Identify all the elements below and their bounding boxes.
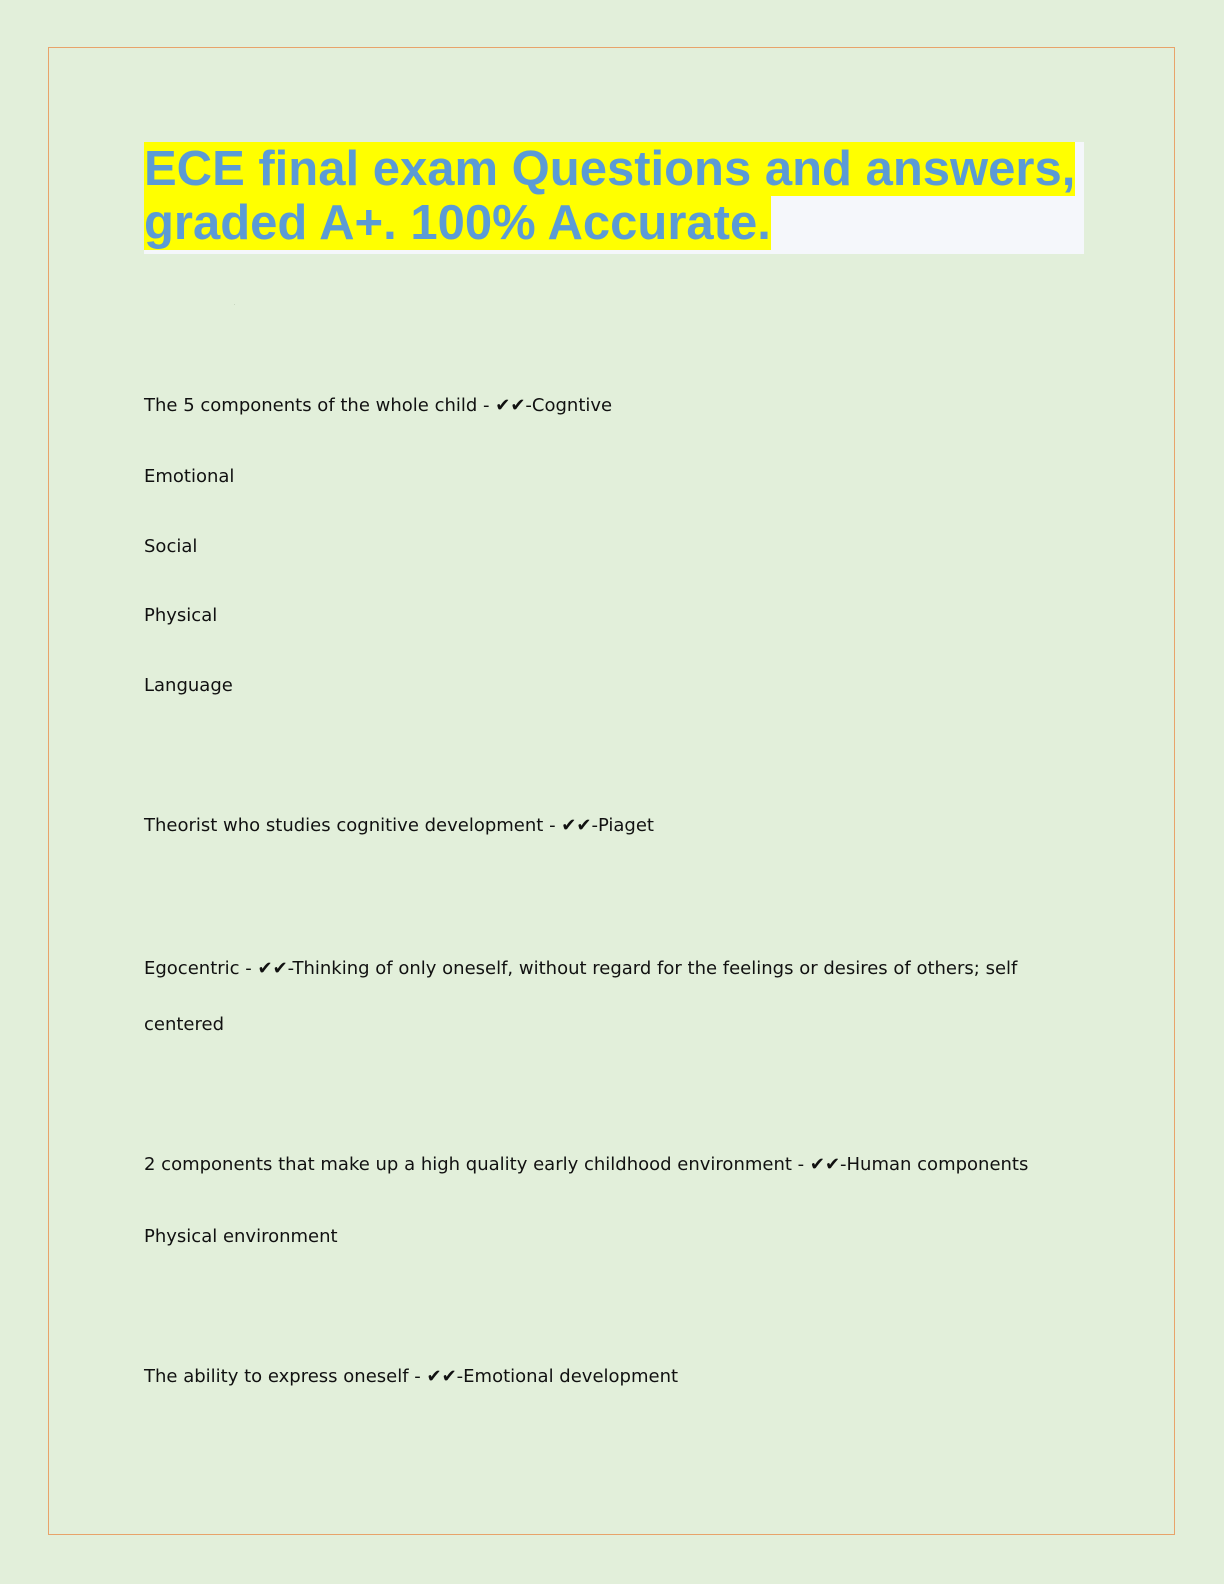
qa-question-1: The 5 components of the whole child - ✔✔-Cogntive	[144, 395, 613, 416]
qa-question-5: The ability to express oneself - ✔✔-Emotional development	[144, 1366, 679, 1387]
qa-answer-1-1: Emotional	[144, 466, 235, 487]
title-block	[144, 142, 1084, 254]
qa-answer-1-2: Social	[144, 536, 198, 557]
qa-answer-1-3: Physical	[144, 605, 218, 626]
page-border	[48, 47, 1175, 1535]
qa-answer-3-1: centered	[144, 1014, 225, 1035]
qa-answer-1-4: Language	[144, 675, 233, 696]
qa-question-3: Egocentric - ✔✔-Thinking of only oneself, without regard for the feelings or desires of others; self	[144, 958, 1018, 979]
qa-question-2: Theorist who studies cognitive development - ✔✔-Piaget	[144, 815, 654, 836]
document-title	[144, 142, 1084, 250]
title-line-1: ECE final exam Questions and answers,	[144, 142, 1076, 196]
qa-question-4: 2 components that make up a high quality early childhood environment - ✔✔-Human components	[144, 1154, 1029, 1175]
qa-answer-4-1: Physical environment	[144, 1226, 338, 1247]
stray-mark	[234, 304, 235, 305]
title-line-2: graded A+. 100% Accurate.	[144, 196, 771, 250]
